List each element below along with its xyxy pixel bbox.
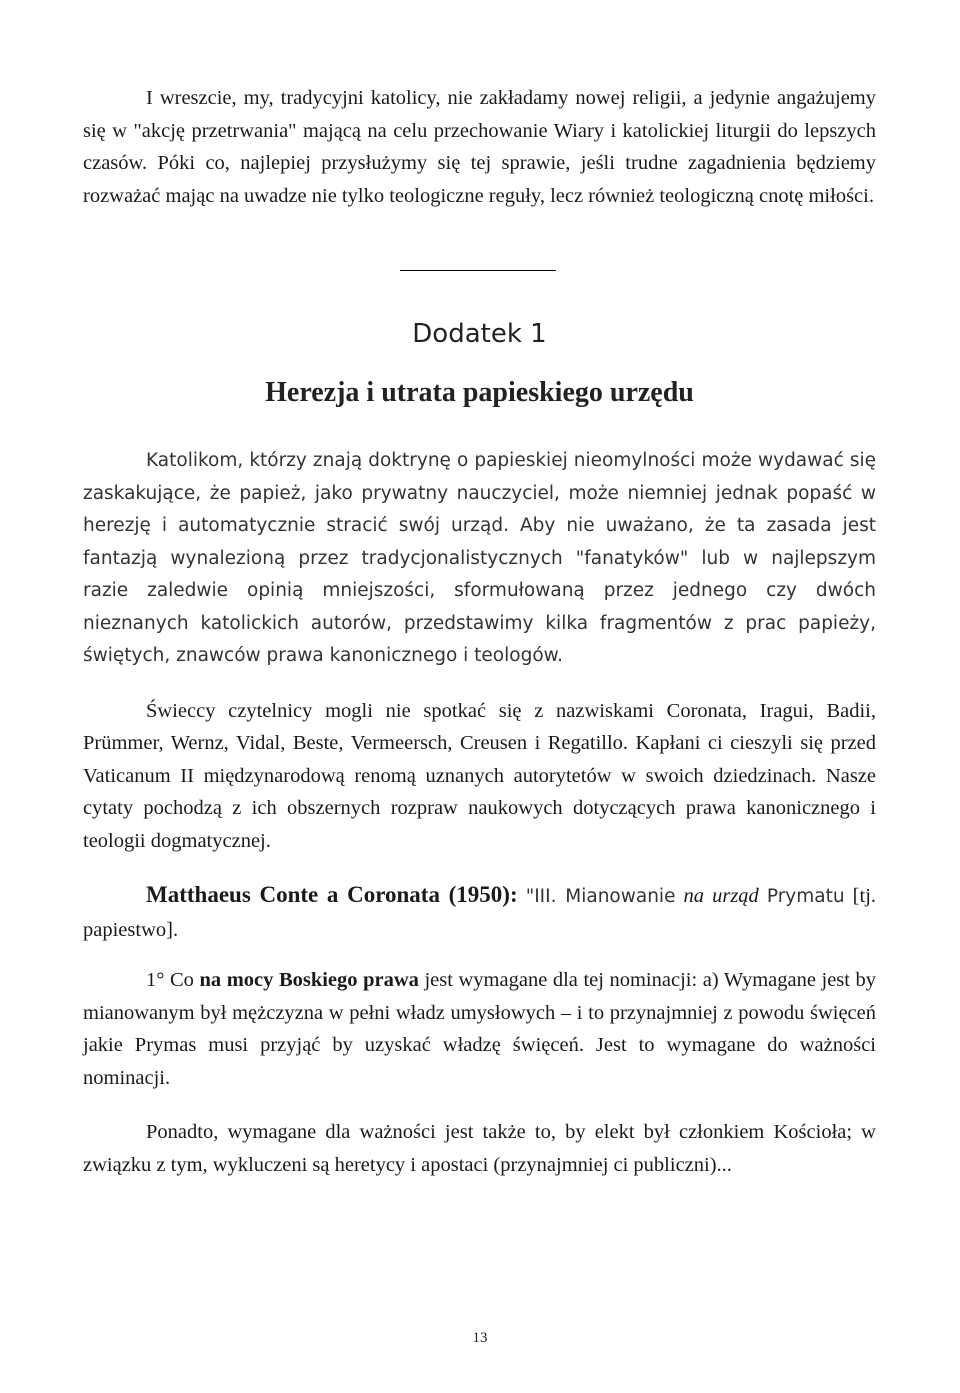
appendix-title: Herezja i utrata papieskiego urzędu [265,377,694,408]
quote-heading [83,879,876,946]
paragraph-3-bold: na mocy Boskiego prawa [199,969,419,991]
quote-tail: [tj. papiestwo]. [83,885,877,941]
quote-tail-sans: Prymatu [766,886,845,907]
quote-author: Matthaeus Conte a Coronata (1950): [146,882,518,907]
paragraph-3-start: 1° Co [146,969,194,991]
paragraph-4: Ponadto, wymagane dla ważności jest także to, by elekt był członkiem Kościoła; w związku z tym, wykluczeni są heretycy i apostaci (przynajmniej ci publiczni)... [83,1121,876,1176]
paragraph-1: Katolikom, którzy znają doktrynę o papieskiej nieomylności może wydawać się zaskakujące, że papież, jako prywatny nauczyciel, może niemniej jednak popaść w herezję i automatycznie stracić swój urząd. Aby nie uważano, że ta zasada jest fantazją wynalezioną przez tradycjonalistycznych "fanatyków" lub w najlepszym razie zaledwie opinią mniejszości, sformułowaną przez jednego czy dwóch nieznanych katolickich autorów, przedstawimy kilka fragmentów z prac papieży, świętych, znawców prawa kanonicznego i teologów. [83,450,876,666]
paragraph-3-rest: jest wymagane dla tej nominacji: a) Wymagane jest by mianowanym był mężczyzna w pełni władz umysłowych – i to przynajmniej z powodu święceń jakie Prymas musi przyjąć by uzyskać władzę święceń. Jest to wymagane do ważności nominacji. [83,969,877,1089]
paragraph-2: Świeccy czytelnicy mogli nie spotkać się z nazwiskami Coronata, Iragui, Badii, Prümmer, Wernz, Vidal, Beste, Vermeersch, Creusen i Regatillo. Kapłani ci cieszyli się przed Vaticanum II międzynarodową renomą uznanych autorytetów w swoich dziedzinach. Nasze cytaty pochodzą z ich obszernych rozpraw naukowych dotyczących prawa kanonicznego i teologii dogmatycznej. [83,699,876,852]
appendix-label: Dodatek 1 [412,319,547,349]
page-body [83,82,876,1181]
intro-paragraph: I wreszcie, my, tradycyjni katolicy, nie zakładamy nowej religii, a jedynie angażujemy się w "akcję przetrwania" mającą na celu przechowanie Wiary i katolickiej liturgii do lepszych czasów. Póki co, najlepiej przysłużymy się tej sprawie, jeśli trudne zagadnienia będziemy rozważać mając na uwadze nie tylko teologiczne reguły, lecz również teologiczną cnotę miłości. [83,87,876,207]
section-divider [400,270,556,271]
page-number: 13 [472,1330,488,1346]
paragraph-3 [83,964,876,1094]
quote-lead: "III. Mianowanie [525,886,676,907]
quote-italic: na urząd [683,885,759,907]
